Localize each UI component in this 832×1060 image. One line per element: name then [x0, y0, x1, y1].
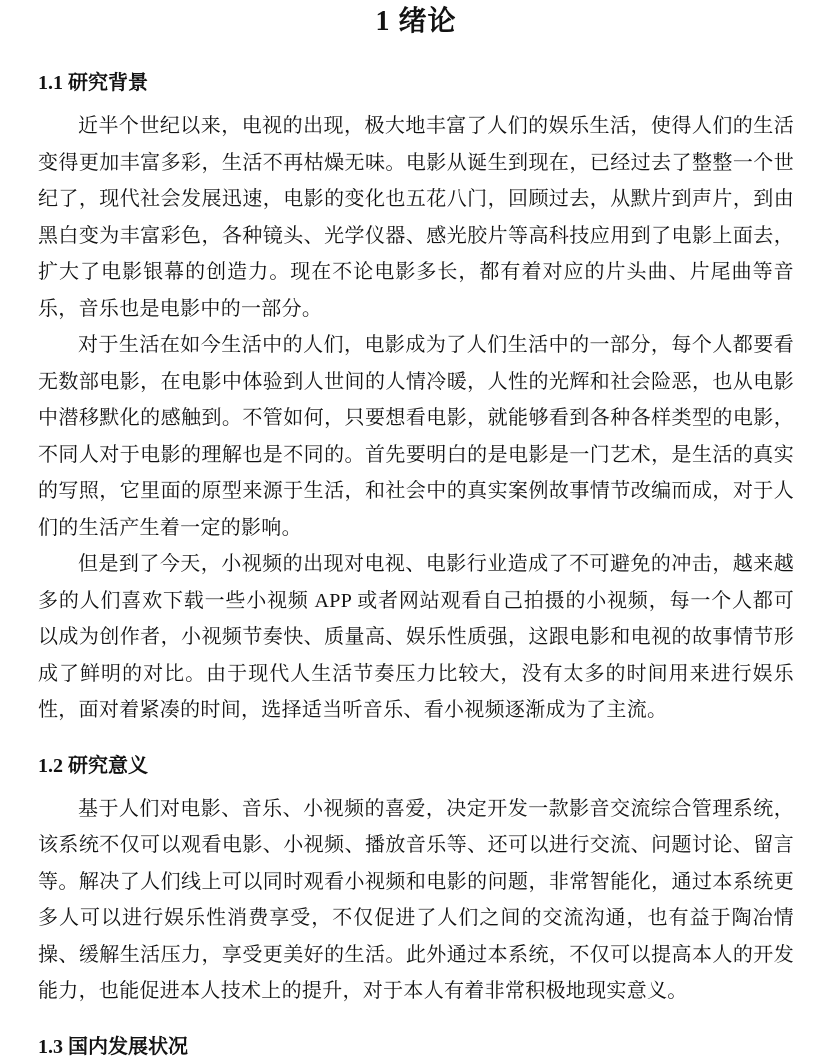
section-heading-1-3-clipped: 1.3 国内发展状况	[38, 1035, 188, 1058]
section-domestic-development	[38, 1034, 794, 1060]
chapter-title: 1 绪论	[375, 6, 457, 37]
section-research-background	[38, 70, 794, 729]
section-heading-1-2: 1.2 研究意义	[38, 754, 148, 777]
paragraph: 但是到了今天，小视频的出现对电视、电影行业造成了不可避免的冲击，越来越多的人们喜欢下载一些小视频 APP 或者网站观看自己拍摄的小视频，每一个人都可以成为创作者，小视频节奏快、质量高、娱乐性质强，这跟电影和电视的故事情节形成了鲜明的对比。由于现代人生活节奏压力比较大，没有太多的时间用来进行娱乐性，面对着紧凑的时间，选择适当听音乐、看小视频逐渐成为了主流。	[38, 553, 794, 721]
section-heading-1-1: 1.1 研究背景	[38, 72, 148, 94]
paragraph: 对于生活在如今生活中的人们，电影成为了人们生活中的一部分，每个人都要看无数部电影，在电影中体验到人世间的人情冷暖，人性的光辉和社会险恶，也从电影中潜移默化的感触到。不管如何，只要想看电影，就能够看到各种各样类型的电影，不同人对于电影的理解也是不同的。首先要明白的是电影是一门艺术，是生活的真实的写照，它里面的原型来源于生活，和社会中的真实案例故事情节改编而成，对于人们的生活产生着一定的影响。	[38, 334, 794, 539]
section-research-significance	[38, 753, 794, 1010]
document-page	[0, 4, 832, 1058]
paragraph: 基于人们对电影、音乐、小视频的喜爱，决定开发一款影音交流综合管理系统，该系统不仅可以观看电影、小视频、播放音乐等、还可以进行交流、问题讨论、留言等。解决了人们线上可以同时观看小视频和电影的问题，非常智能化，通过本系统更多人可以进行娱乐性消费享受，不仅促进了人们之间的交流沟通，也有益于陶冶情操、缓解生活压力，享受更美好的生活。此外通过本系统，不仅可以提高本人的开发能力，也能促进本人技术上的提升，对于本人有着非常积极地现实意义。	[38, 797, 794, 1002]
paragraph: 近半个世纪以来，电视的出现，极大地丰富了人们的娱乐生活，使得人们的生活变得更加丰富多彩，生活不再枯燥无味。电影从诞生到现在，已经过去了整整一个世纪了，现代社会发展迅速，电影的变化也五花八门，回顾过去，从默片到声片，到由黑白变为丰富彩色，各种镜头、光学仪器、感光胶片等高科技应用到了电影上面去，扩大了电影银幕的创造力。现在不论电影多长，都有着对应的片头曲、片尾曲等音乐，音乐也是电影中的一部分。	[38, 115, 794, 320]
